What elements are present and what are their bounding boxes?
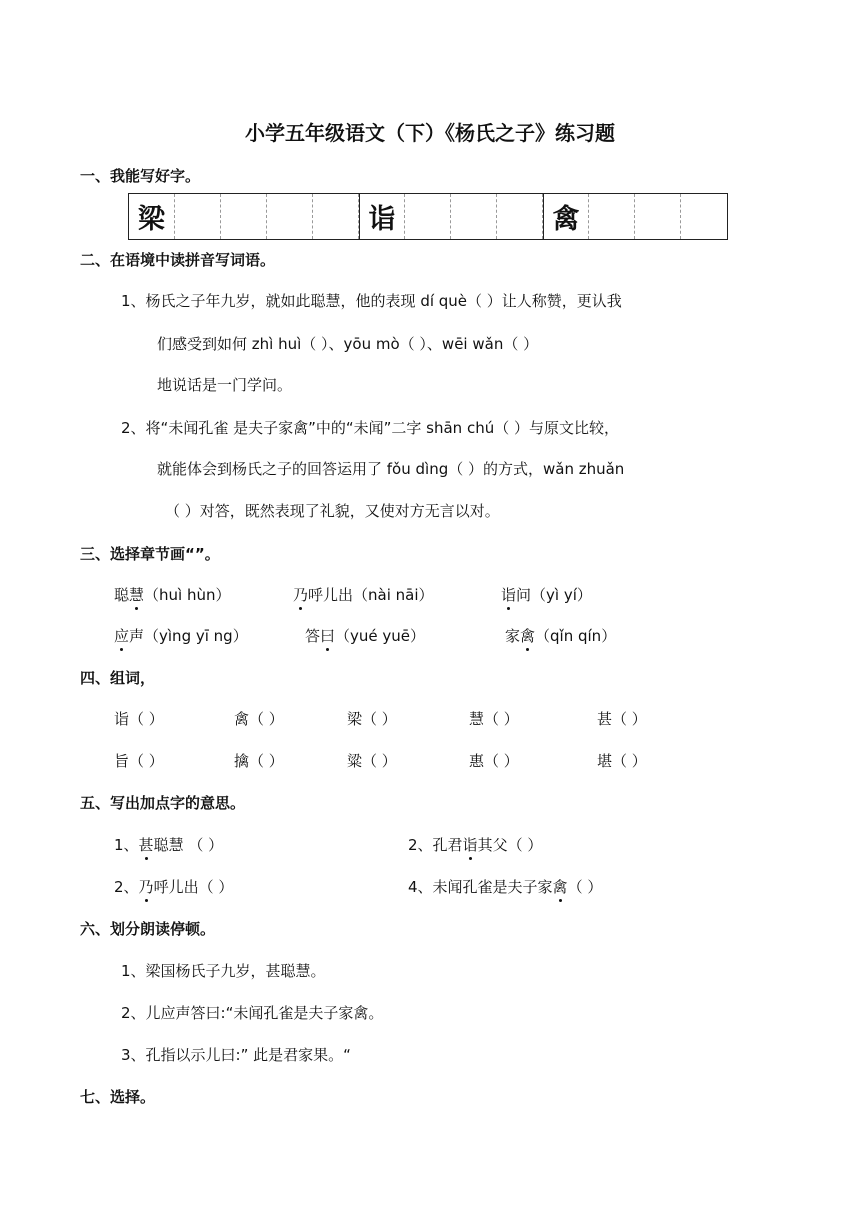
- grid-cell: [497, 194, 543, 239]
- writing-grid: [128, 193, 728, 240]
- s6-line: 3、孔指以示儿曰:” 此是君家果。“: [121, 1046, 351, 1064]
- emphasis-dot-char: 禽: [520, 627, 536, 645]
- section-3-heading: 三、选择章节画“”。: [80, 545, 220, 563]
- s2-line: 地说话是一门学问。: [157, 376, 293, 394]
- emphasis-dot-char: 诣: [462, 836, 478, 854]
- grid-cell: [175, 194, 221, 239]
- s2-line: 2、将“未闻孔雀 是夫子家禽”中的“未闻”二字 shān chú（ ）与原文比较，: [121, 419, 619, 437]
- grid-cell: [221, 194, 267, 239]
- s4-item: 粱（ ）: [347, 752, 397, 770]
- grid-cell: [635, 194, 681, 239]
- s2-line: 们感受到如何 zhì huì（ ）、yōu mò（ ）、wēi wǎn（ ）: [157, 335, 539, 353]
- s3-item: 乃呼儿出（nài nāi）: [293, 586, 434, 604]
- emphasis-dot-char: 应: [114, 627, 130, 645]
- grid-cell: [589, 194, 635, 239]
- s5-item: 4、未闻孔雀是夫子家禽（ ）: [408, 878, 603, 896]
- s4-item: 梁（ ）: [347, 710, 397, 728]
- s6-line: 2、儿应声答曰:“未闻孔雀是夫子家禽。: [121, 1004, 384, 1022]
- emphasis-dot-char: 慧: [129, 586, 145, 604]
- section-7-heading: 七、选择。: [80, 1088, 156, 1106]
- section-2-heading: 二、在语境中读拼音写词语。: [80, 251, 276, 269]
- s6-line: 1、梁国杨氏子九岁，甚聪慧。: [121, 962, 326, 980]
- s4-item: 慧（ ）: [469, 710, 519, 728]
- grid-cell: [405, 194, 451, 239]
- emphasis-dot-char: 诣: [501, 586, 517, 604]
- s4-item: 诣（ ）: [114, 710, 164, 728]
- s5-item: 2、孔君诣其父（ ）: [408, 836, 543, 854]
- s4-item: 甚（ ）: [597, 710, 647, 728]
- grid-cell: 诣: [359, 194, 405, 239]
- page-title: 小学五年级语文（下）《杨氏之子》练习题: [245, 121, 615, 145]
- emphasis-dot-char: 禽: [552, 878, 568, 896]
- emphasis-dot-char: 甚: [138, 836, 154, 854]
- s4-item: 擒（ ）: [234, 752, 284, 770]
- grid-cell: [681, 194, 727, 239]
- s3-item: 聪慧（huì hùn）: [114, 586, 231, 604]
- s4-item: 禽（ ）: [234, 710, 284, 728]
- section-5-heading: 五、写出加点字的意思。: [80, 794, 246, 812]
- s2-line: （ ）对答，既然表现了礼貌，又使对方无言以对。: [165, 502, 500, 520]
- grid-cell: 禽: [543, 194, 589, 239]
- section-4-heading: 四、组词，: [80, 669, 156, 687]
- s5-item: 2、乃呼儿出（ ）: [114, 878, 234, 896]
- emphasis-dot-char: 曰: [320, 627, 336, 645]
- s3-item: 应声（yìng yī ng）: [114, 627, 248, 645]
- grid-cell: 梁: [129, 194, 175, 239]
- s4-item: 旨（ ）: [114, 752, 164, 770]
- emphasis-dot-char: 乃: [138, 878, 154, 896]
- s3-item: 诣问（yì yí）: [501, 586, 592, 604]
- s4-item: 惠（ ）: [469, 752, 519, 770]
- grid-cell: [267, 194, 313, 239]
- s3-item: 答曰（yué yuē）: [305, 627, 426, 645]
- s2-line: 就能体会到杨氏之子的回答运用了 fǒu dìng（ ）的方式，wǎn zhuǎn: [157, 460, 625, 478]
- s2-line: 1、杨氏之子年九岁，就如此聪慧，他的表现 dí què（ ）让人称赞，更认我: [121, 292, 622, 310]
- s5-item: 1、甚聪慧 （ ）: [114, 836, 224, 854]
- grid-cell: [313, 194, 359, 239]
- emphasis-dot-char: 乃: [293, 586, 309, 604]
- section-6-heading: 六、划分朗读停顿。: [80, 920, 216, 938]
- s3-item: 家禽（qǐn qín）: [505, 627, 617, 645]
- grid-cell: [451, 194, 497, 239]
- s4-item: 堪（ ）: [597, 752, 647, 770]
- section-1-heading: 一、我能写好字。: [80, 167, 201, 185]
